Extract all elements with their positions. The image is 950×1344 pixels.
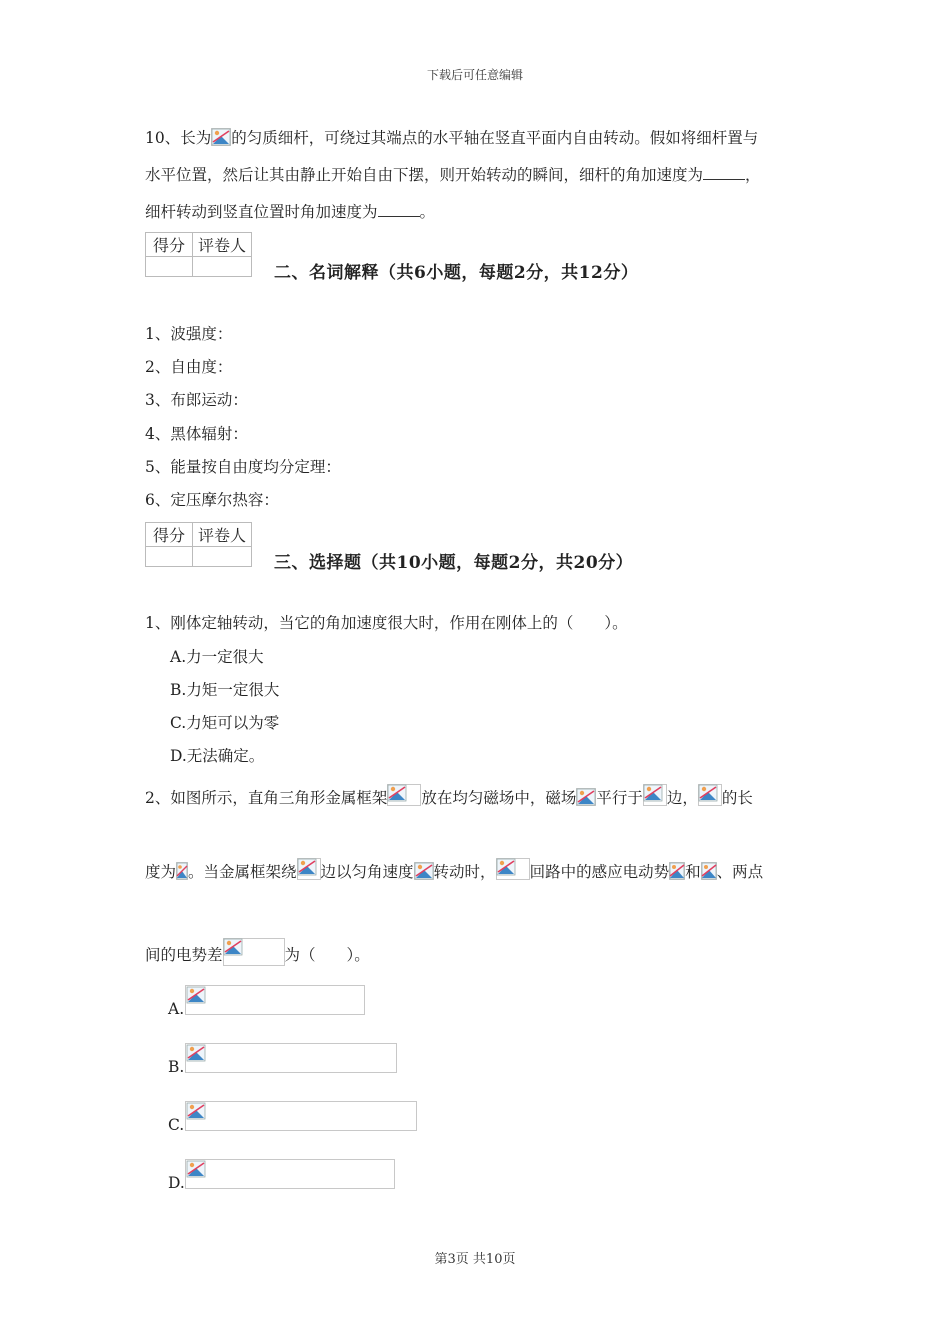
term-item: 1、波强度：	[145, 325, 233, 343]
section-title: 三、选择题（共10小题，每题2分，共20分）	[274, 553, 634, 573]
term-item: 4、黑体辐射：	[145, 425, 248, 443]
question-stem: 1、刚体定轴转动，当它的角加速度很大时，作用在刚体上的（ ）。	[145, 614, 628, 632]
grader-label: 评卷人	[193, 233, 252, 257]
choice-option[interactable]: A.力一定很大	[170, 648, 264, 666]
option-formula-image[interactable]	[185, 985, 365, 1015]
choice-option-label[interactable]: D.	[168, 1174, 185, 1192]
q10-line-1: 10、长为 的匀质细杆，可绕过其端点的水平轴在竖直平面内自由转动。假如将细杆置与	[145, 129, 759, 147]
answer-blank[interactable]	[703, 165, 745, 180]
broken-image-icon	[387, 784, 421, 806]
score-cell[interactable]	[146, 257, 193, 277]
broken-image-icon	[669, 862, 685, 880]
broken-image-icon	[496, 858, 530, 880]
section-title: 二、名词解释（共6小题，每题2分，共12分）	[274, 263, 639, 283]
score-label: 得分	[146, 233, 193, 257]
broken-image-icon	[698, 784, 722, 806]
option-formula-image[interactable]	[185, 1101, 417, 1131]
q10-line-3: 细杆转动到竖直位置时角加速度为 。	[145, 203, 436, 221]
broken-image-icon	[186, 1102, 206, 1120]
score-label: 得分	[146, 523, 193, 547]
score-cell[interactable]	[146, 547, 193, 567]
broken-image-icon	[414, 862, 434, 880]
option-formula-image[interactable]	[185, 1159, 395, 1189]
choice-option[interactable]: C.力矩可以为零	[170, 714, 280, 732]
choice-option-label[interactable]: C.	[168, 1116, 185, 1134]
score-table	[145, 522, 252, 567]
choice-option[interactable]: B.力矩一定很大	[170, 681, 280, 699]
broken-image-icon	[576, 788, 596, 806]
grader-cell[interactable]	[193, 547, 252, 567]
term-item: 2、自由度：	[145, 358, 233, 376]
option-formula-image[interactable]	[185, 1043, 397, 1073]
broken-image-icon	[186, 1044, 206, 1062]
term-item: 6、定压摩尔热容：	[145, 491, 279, 509]
broken-image-icon	[701, 862, 717, 880]
broken-image-icon	[186, 1160, 206, 1178]
header-note: 下载后可任意编辑	[426, 68, 523, 82]
choice-option-label[interactable]: B.	[168, 1058, 185, 1076]
choice-option-label[interactable]: A.	[168, 1000, 185, 1018]
broken-image-icon	[223, 938, 285, 966]
answer-blank[interactable]	[378, 202, 420, 217]
term-item: 5、能量按自由度均分定理：	[145, 458, 341, 476]
q2-line-2: 度为 。当金属框架绕 边以匀角速度 转动时， 回路中的感应电动势 和 、两点	[145, 858, 763, 882]
term-item: 3、布郎运动：	[145, 391, 248, 409]
broken-image-icon	[643, 784, 667, 806]
grader-cell[interactable]	[193, 257, 252, 277]
choice-option[interactable]: D.无法确定。	[170, 747, 265, 765]
grader-label: 评卷人	[193, 523, 252, 547]
q10-line-2: 水平位置，然后让其由静止开始自由下摆，则开始转动的瞬间，细杆的角加速度为 ，	[145, 166, 761, 184]
q2-line-3: 间的电势差 为（ ）。	[145, 938, 370, 966]
score-table	[145, 232, 252, 277]
page-number: 第3页 共10页	[434, 1252, 516, 1267]
broken-image-icon	[297, 858, 321, 880]
broken-image-icon	[176, 862, 188, 880]
broken-image-icon	[211, 128, 231, 146]
broken-image-icon	[186, 986, 206, 1004]
q2-line-1: 2、如图所示，直角三角形金属框架 放在均匀磁场中，磁场 平行于 边， 的长	[145, 784, 753, 808]
